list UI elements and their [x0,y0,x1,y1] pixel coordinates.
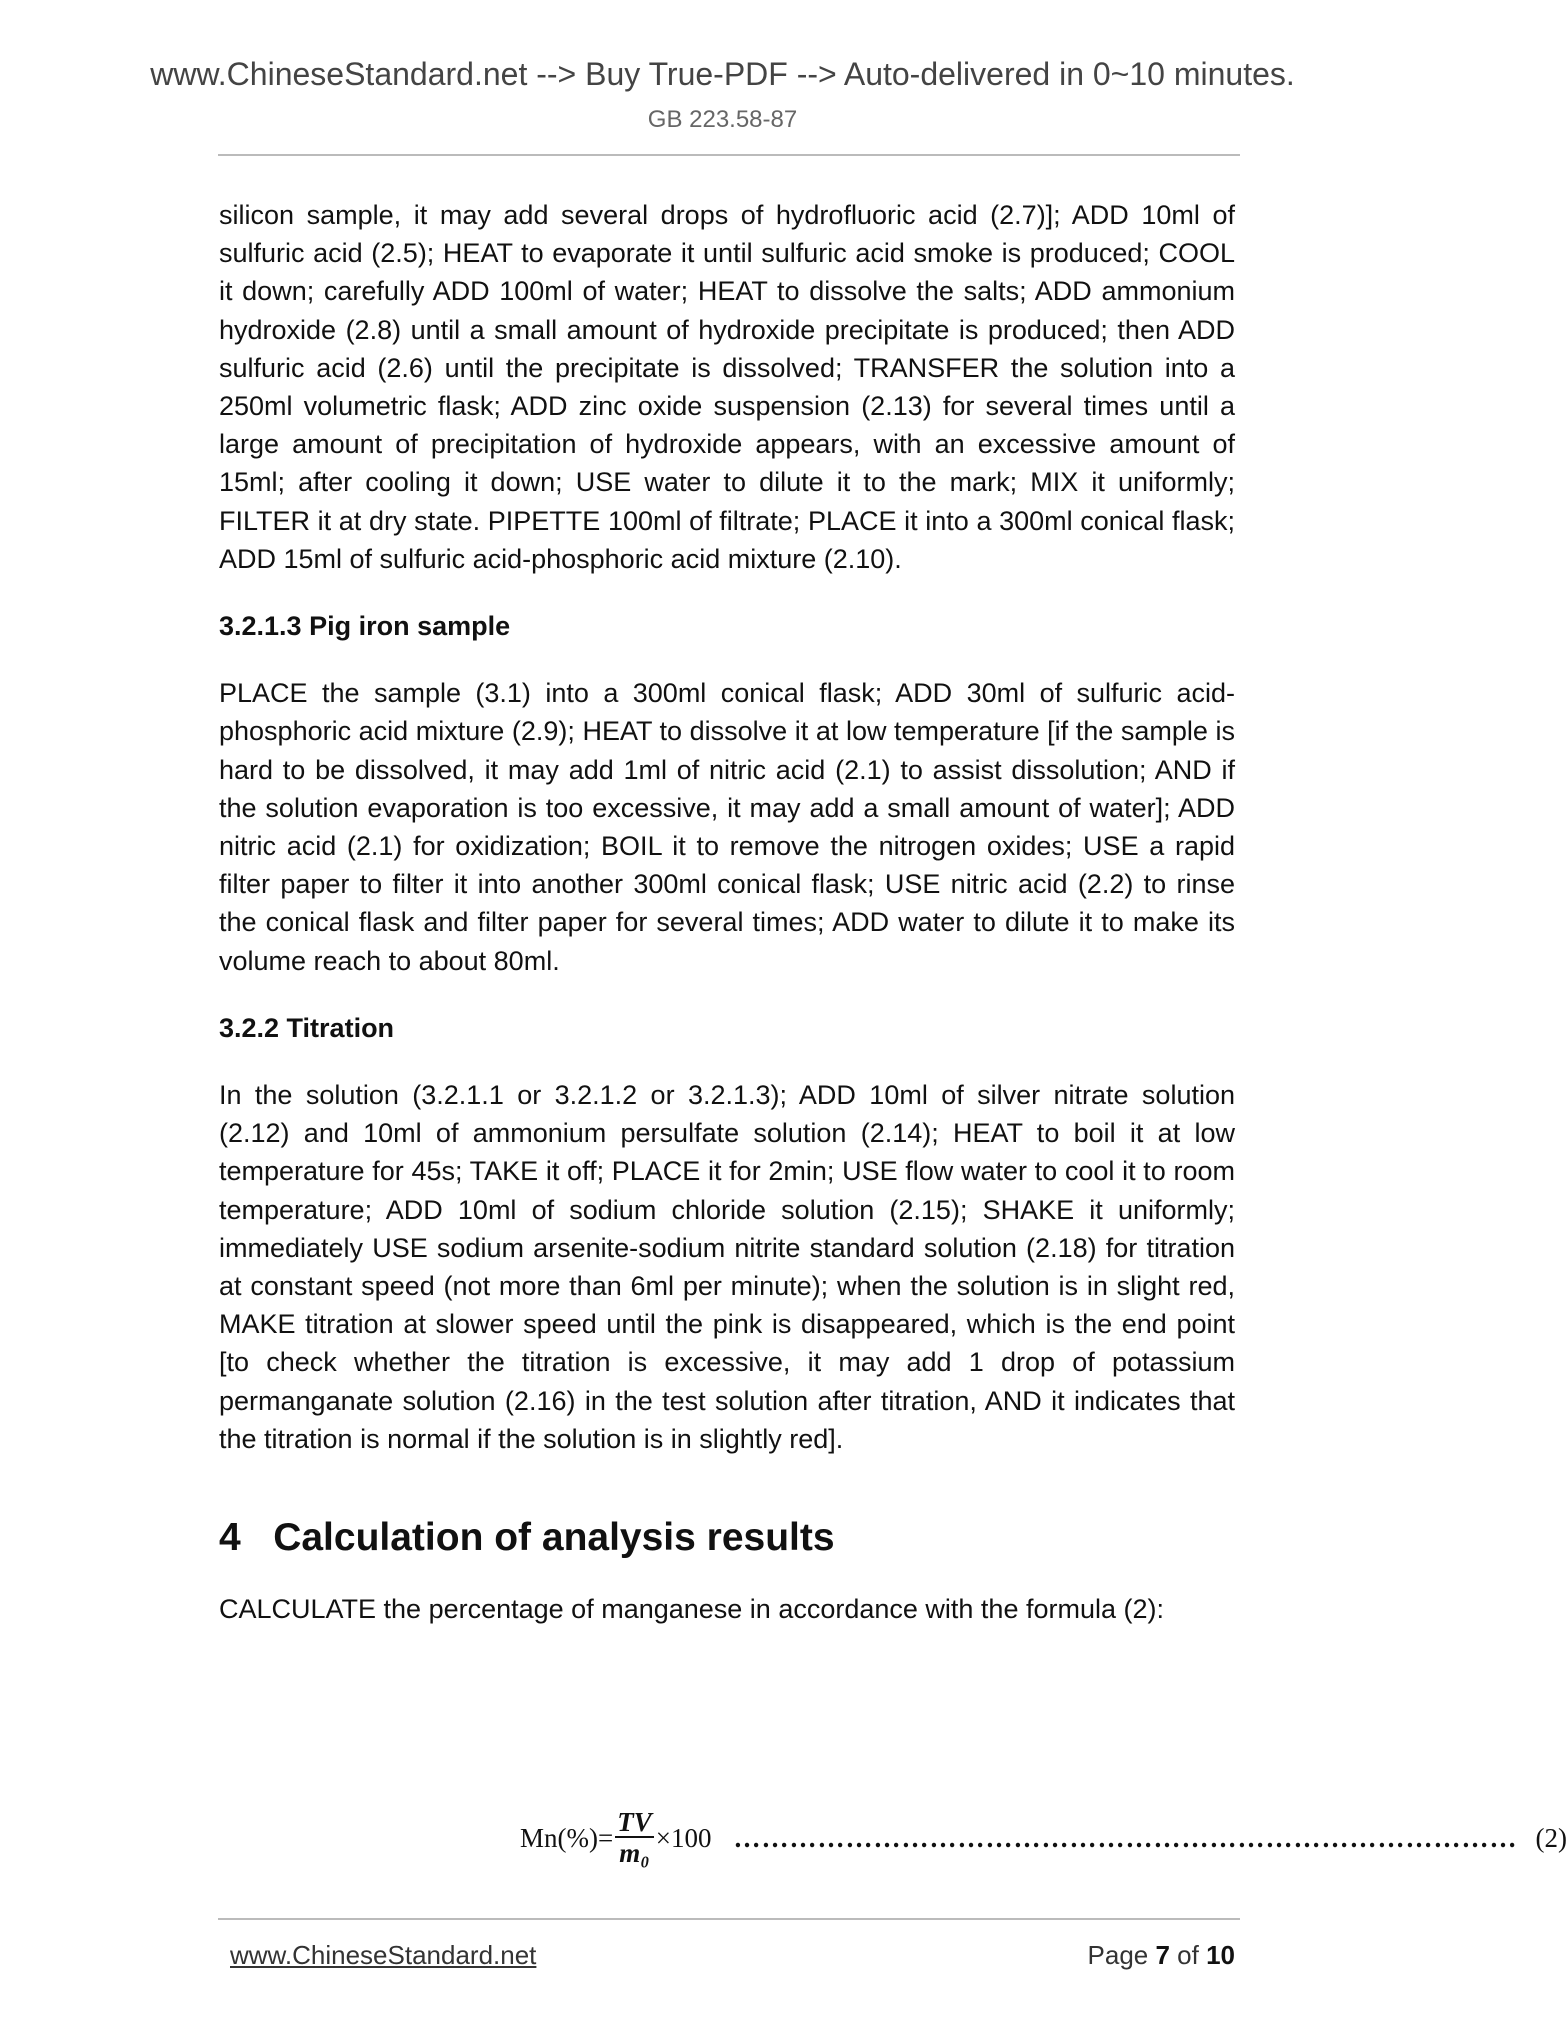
leader-dots: ………………………………………………………………………… [733,1822,1518,1853]
paragraph: CALCULATE the percentage of manganese in accordance with the formula (2): [219,1594,1164,1625]
formula-lhs: Mn(%)= [520,1822,614,1853]
footer-divider [218,1918,1240,1920]
header-divider [218,154,1240,156]
page-label: Page [1087,1940,1156,1970]
formula-rhs: ×100 [655,1822,712,1853]
paragraph: silicon sample, it may add several drops of hydrofluoric acid (2.7)]; ADD 10ml of sulfuric acid (2.5); HEAT to evaporate it until sulfuric acid smoke is produced; COOL it down; carefully ADD 100ml of water; HEAT to dissolve the salts; ADD ammonium hydroxide (2.8) until a small amount of hydroxide precipitate is produced; then ADD sulfuric acid (2.6) until the precipitate is dissolved; TRANSFER the solution into a 250ml volumetric flask; ADD zinc oxide suspension (2.13) for several times until a large amount of precipitation of hydroxide appears, with an excessive amount of 15ml; after cooling it down; USE water to dilute it to the mark; MIX it uniformly; FILTER it at dry state. PIPETTE 100ml of filtrate; PLACE it into a 300ml conical flask; ADD 15ml of sulfuric acid-phosphoric acid mixture (2.10). [219,200,1235,574]
chapter-heading: 4 Calculation of analysis results [219,1516,835,1560]
paragraph: PLACE the sample (3.1) into a 300ml conical flask; ADD 30ml of sulfuric acid-phosphoric acid mixture (2.9); HEAT to dissolve it at low temperature [if the sample is hard to be dissolved, it may add 1ml of nitric acid (2.1) to assist dissolution; AND if the solution evaporation is too excessive, it may add a small amount of water]; ADD nitric acid (2.1) for oxidization; BOIL it to remove the nitrogen oxides; USE a rapid filter paper to filter it into another 300ml conical flask; USE nitric acid (2.2) to rinse the conical flask and filter paper for several times; ADD water to dilute it to make its volume reach to about 80ml. [219,678,1235,976]
page-indicator [1088,1940,1235,1971]
footer-link[interactable]: www.ChineseStandard.net [230,1940,537,1970]
document-id: GB 223.58-87 [647,106,798,133]
banner-text: www.ChineseStandard.net --> Buy True-PDF --> Auto-delivered in 0~10 minutes. [150,56,1295,92]
fraction [615,1808,654,1868]
formula [520,1807,1567,1868]
formula-number: (2) [1535,1822,1567,1853]
document-body [219,196,1235,1657]
numerator: TV [617,1807,652,1837]
page-number: 7 [1155,1940,1170,1970]
section-heading: 3.2.1.3 Pig iron sample [219,611,511,642]
paragraph: In the solution (3.2.1.1 or 3.2.1.2 or 3.2.1.3); ADD 10ml of silver nitrate solution (2.12) and 10ml of ammonium persulfate solution (2.14); HEAT to boil it at low temperature for 45s; TAKE it off; PLACE it for 2min; USE flow water to cool it to room temperature; ADD 10ml of sodium chloride solution (2.15); SHAKE it uniformly; immediately USE sodium arsenite-sodium nitrite standard solution (2.18) for titration at constant speed (not more than 6ml per minute); when the solution is in slight red, MAKE titration at slower speed until the pink is disappeared, which is the end point [to check whether the titration is excessive, it may add 1 drop of potassium permanganate solution (2.16) in the test solution after titration, AND it indicates that the titration is normal if the solution is in slightly red]. [219,1080,1235,1454]
denominator: m₀ [619,1838,650,1868]
page-of: of [1169,1940,1207,1970]
section-heading: 3.2.2 Titration [219,1012,395,1043]
page-total: 10 [1206,1940,1235,1970]
